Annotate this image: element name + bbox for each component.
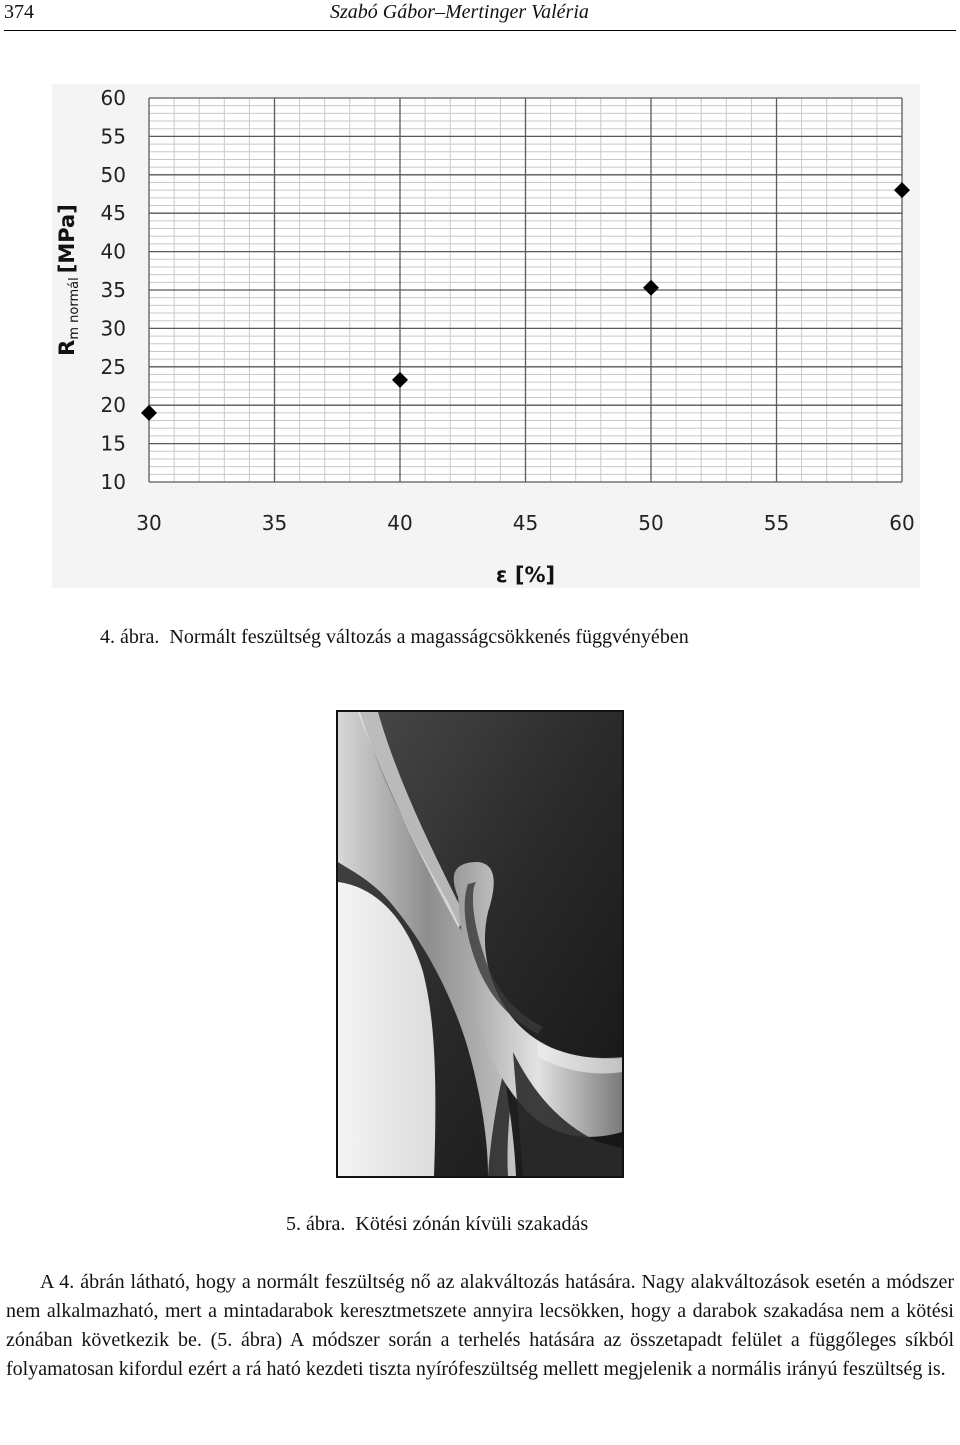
running-head: Szabó Gábor–Mertinger Valéria (330, 1, 589, 23)
figure-5-label: 5. ábra. (286, 1213, 346, 1235)
y-tick-label: 40 (100, 239, 126, 264)
x-tick-label: 40 (387, 511, 413, 535)
x-tick-label: 50 (638, 511, 664, 535)
y-tick-label: 50 (100, 162, 126, 187)
figure-5-caption (286, 1212, 588, 1236)
y-tick-labels (101, 86, 126, 494)
y-tick-label: 10 (100, 470, 126, 494)
figure-4-label: 4. ábra. (100, 626, 160, 648)
x-tick-labels (136, 511, 914, 535)
page-header (0, 0, 960, 30)
figure-4-chart (52, 84, 920, 588)
x-tick-label: 45 (512, 511, 539, 535)
y-axis-title-main: R (55, 339, 79, 356)
fracture-micrograph-image (338, 712, 622, 1176)
scatter-chart (52, 84, 920, 588)
y-axis-title-unit: [MPa] (55, 204, 79, 274)
header-rule (4, 30, 956, 31)
y-axis-title-subscript: m normál (67, 277, 82, 340)
x-tick-label: 55 (763, 511, 790, 535)
figure-5-photo (336, 710, 624, 1178)
y-tick-label: 45 (100, 201, 126, 226)
x-axis-title: ε [%] (495, 563, 556, 587)
y-tick-label: 30 (100, 316, 126, 341)
x-tick-label: 30 (136, 511, 162, 535)
y-axis-title (55, 204, 82, 356)
y-tick-label: 55 (100, 124, 126, 149)
body-paragraph: A 4. ábrán látható, hogy a normált feszültség nő az alakváltozás hatására. Nagy alakváltozások esetén a módszer nem alkalmazható, mert a mintadarabok keresztmetszete annyira lecsökken, hogy a darabok szakadása nem a kötési zónában következik be. (5. ábra) A módszer során a terhelés hatására az összetapadt felület a függőleges síkból folyamatosan kifordul ezért a rá ható kezdeti tiszta nyírófeszültség mellett megjelenik a normális irányú feszültség is. (6, 1271, 954, 1380)
figure-4-caption (100, 625, 689, 649)
y-tick-label: 25 (100, 354, 126, 379)
y-tick-label: 35 (100, 278, 126, 302)
body-text (6, 1268, 954, 1384)
page-number: 374 (4, 1, 34, 23)
figure-4-caption-text: Normált feszültség változás a magasságcsökkenés függvényében (169, 626, 689, 648)
x-tick-label: 60 (889, 511, 915, 535)
figure-5-caption-text: Kötési zónán kívüli szakadás (355, 1213, 589, 1235)
y-tick-label: 60 (100, 86, 126, 110)
y-tick-label: 15 (100, 431, 126, 456)
x-tick-label: 35 (261, 511, 288, 535)
y-tick-label: 20 (100, 393, 126, 418)
